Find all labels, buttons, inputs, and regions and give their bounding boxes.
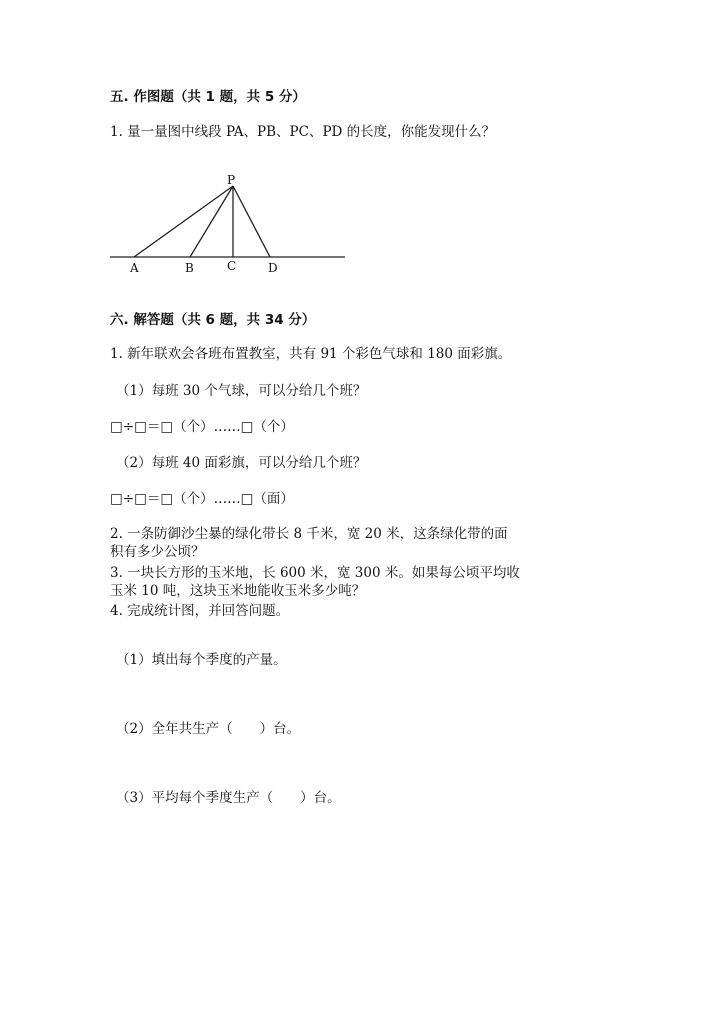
- question-6-1: 1. 新年联欢会各班布置教室，共有 91 个彩色气球和 180 面彩旗。: [110, 346, 512, 362]
- segment-pd: [233, 186, 270, 257]
- geometry-figure: [105, 170, 355, 280]
- question-6-2: 2. 一条防御沙尘暴的绿化带长 8 千米，宽 20 米，这条绿化带的面积有多少公顷？: [110, 526, 508, 560]
- label-d: D: [268, 261, 278, 275]
- equation-blank-1: □÷□＝□（个）……□（个）: [110, 419, 294, 435]
- label-c: C: [227, 259, 237, 273]
- segment-pb: [190, 186, 233, 257]
- question-6-4-part-2: （2）全年共生产（ ）台。: [116, 721, 301, 737]
- section-6-heading: 六. 解答题（共 6 题，共 34 分）: [110, 312, 316, 328]
- question-6-4: 4. 完成统计图，并回答问题。: [110, 603, 290, 619]
- equation-blank-2: □÷□＝□（个）……□（面）: [110, 491, 294, 507]
- question-5-1: 1. 量一量图中线段 PA、PB、PC、PD 的长度，你能发现什么？: [110, 124, 496, 140]
- question-6-1-part-1: （1）每班 30 个气球，可以分给几个班？: [116, 383, 367, 399]
- label-b: B: [185, 261, 194, 275]
- question-6-4-part-3: （3）平均每个季度生产（ ）台。: [116, 790, 341, 806]
- section-5-heading: 五. 作图题（共 1 题，共 5 分）: [110, 89, 306, 105]
- question-6-3: 3. 一块长方形的玉米地，长 600 米，宽 300 米。如果每公顷平均收玉米 10 吨，这块玉米地能收玉米多少吨？: [110, 565, 520, 599]
- segment-pa: [134, 186, 233, 257]
- question-6-4-part-1: （1）填出每个季度的产量。: [116, 652, 287, 668]
- question-6-1-part-2: （2）每班 40 面彩旗，可以分给几个班？: [116, 455, 367, 471]
- label-a: A: [130, 261, 139, 275]
- label-p: P: [227, 173, 236, 187]
